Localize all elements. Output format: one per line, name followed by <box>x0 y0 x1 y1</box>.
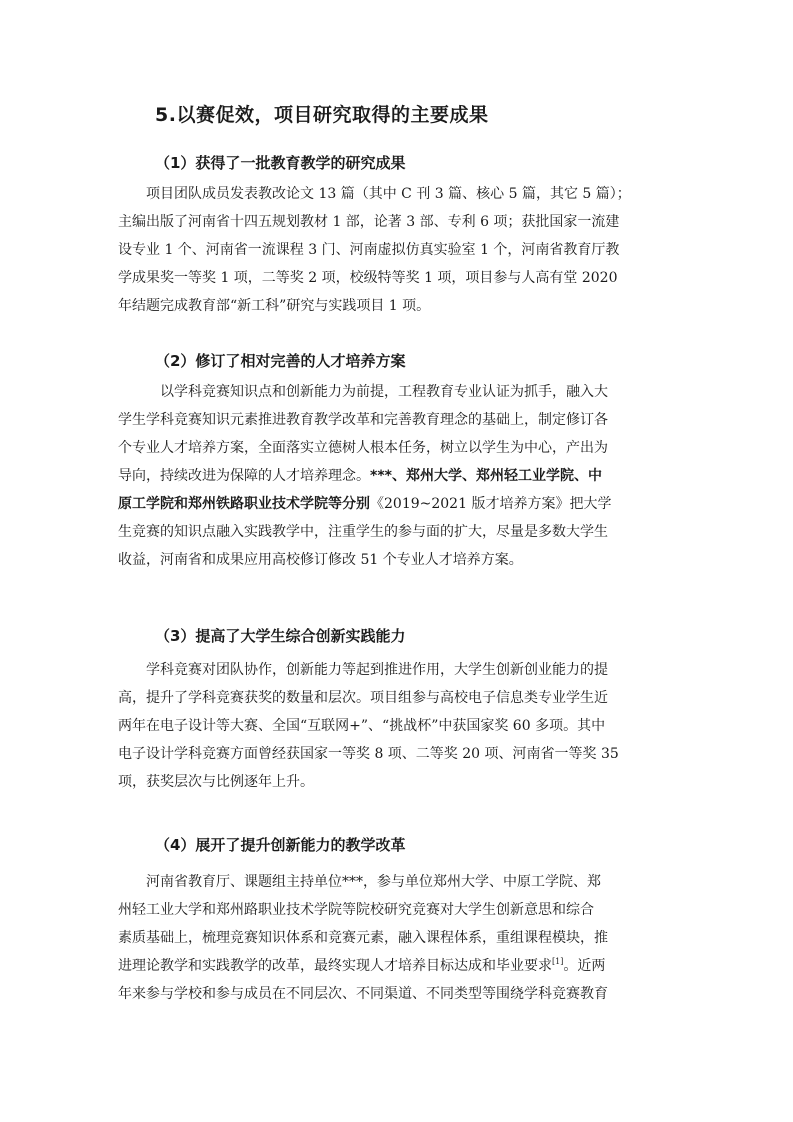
bold-text: ***、郑州大学、郑州轻工业学院、中 <box>370 468 602 484</box>
text-run: 。近两 <box>563 958 606 974</box>
text-run: 进理论教学和实践教学的改革，最终实现人才培养目标达成和毕业要求 <box>118 958 552 974</box>
text-line: 学成果奖一等奖 1 项，二等奖 2 项，校级特等奖 1 项，项目参与人高有堂 2020 <box>118 270 618 286</box>
text-line: 设专业 1 个、河南省一流课程 3 门、河南虚拟仿真实验室 1 个，河南省教育厅教 <box>118 242 620 258</box>
text-run: 《2019~2021 版才培养方案》把大学 <box>370 496 612 512</box>
text-line <box>118 952 678 980</box>
subsection-4-title: （4）展开了提升创新能力的教学改革 <box>155 836 406 854</box>
text-line: 主编出版了河南省十四五规划教材 1 部，论著 3 部、专利 6 项；获批国家一流建 <box>118 214 620 230</box>
text-line: 个专业人才培养方案，全面落实立德树人根本任务，树立以学生为中心，产出为 <box>118 440 608 456</box>
subsection-4-body <box>118 868 678 1008</box>
text-line: 高，提升了学科竞赛获奖的数量和层次。项目组参与高校电子信息类专业学生近 <box>118 690 608 706</box>
text-line: 学科竞赛对团队协作，创新能力等起到推进作用，大学生创新创业能力的提 <box>146 662 608 678</box>
text-line: 年来参与学校和参与成员在不同层次、不同渠道、不同类型等围绕学科竞赛教育 <box>118 986 608 1002</box>
text-line: 收益，河南省和成果应用高校修订修改 51 个专业人才培养方案。 <box>118 552 523 568</box>
citation-marker: [1] <box>552 957 564 966</box>
text-line: 年结题完成教育部“新工科”研究与实践项目 1 项。 <box>118 298 431 314</box>
subsection-3-body <box>118 656 678 796</box>
text-line: 电子设计学科竞赛方面曾经获国家一等奖 8 项、二等奖 20 项、河南省一等奖 35 <box>118 746 619 762</box>
text-line: 项目团队成员发表教改论文 13 篇（其中 C 刊 3 篇、核心 5 篇，其它 5 篇）； <box>146 186 631 202</box>
subsection-1-title: （1）获得了一批教育教学的研究成果 <box>155 154 406 172</box>
text-line <box>118 462 678 490</box>
subsection-2-title: （2）修订了相对完善的人才培养方案 <box>155 352 406 370</box>
subsection-2-body <box>118 378 678 574</box>
text-line: 州轻工业大学和郑州路职业技术学院等院校研究竞赛对大学生创新意思和综合 <box>118 902 594 918</box>
text-line: 两年在电子设计等大赛、全国“互联网+”、“挑战杯”中获国家奖 60 多项。其中 <box>118 718 606 734</box>
subsection-1-body <box>118 180 678 320</box>
text-line: 河南省教育厅、课题组主持单位***，参与单位郑州大学、中原工学院、郑 <box>146 874 601 890</box>
bold-text: 原工学院和郑州铁路职业技术学院等分别 <box>118 496 370 512</box>
section-heading: 5.以赛促效，项目研究取得的主要成果 <box>155 104 489 126</box>
text-line: 学生学科竞赛知识元素推进教育教学改革和完善教育理念的基础上，制定修订各 <box>118 412 608 428</box>
text-line: 项，获奖层次与比例逐年上升。 <box>118 774 314 790</box>
text-line: 生竞赛的知识点融入实践教学中，注重学生的参与面的扩大，尽量是多数大学生 <box>118 524 608 540</box>
text-line <box>118 490 678 518</box>
text-line: 以学科竞赛知识点和创新能力为前提，工程教育专业认证为抓手，融入大 <box>160 384 608 400</box>
text-line: 素质基础上，梳理竞赛知识体系和竞赛元素，融入课程体系，重组课程模块，推 <box>118 930 608 946</box>
text-run: 导向，持续改进为保障的人才培养理念。 <box>118 468 370 484</box>
subsection-3-title: （3）提高了大学生综合创新实践能力 <box>155 627 406 645</box>
